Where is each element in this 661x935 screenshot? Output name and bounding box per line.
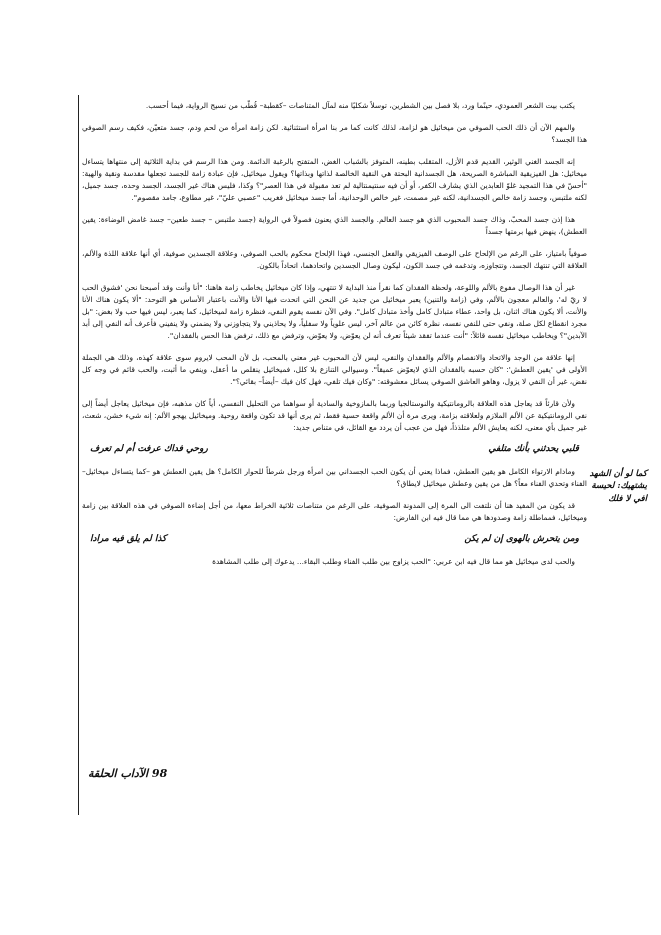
article-column: [82, 100, 587, 578]
paragraph-9: ومادام الارتواء الكامل هو يقين العطش، فماذا يعني أن يكون الحب الجسداني بين امرأة ورجل شرطاً للحوار الكامل؟ هل يقين العطش هو –كما يتساءل ميخائيل– الفناء وتحدي الفناء معاً؟ هل من يقين وعطش ميخائيل لايطاق؟: [82, 466, 587, 488]
paragraph-5: صوفياً بامتياز، على الرغم من الإلحاح على الوصف الفيزيقي والفعل الجنسي، فهذا الإلحاح محكوم بالحب الصوفي، وعلاقة الجسدين صوفية، أي أنها علاقة اللذة والألم، العلاقة التي تنتهك الجسد، وتتجاوزه، وتدغمه في جسد الكون، ليكون وصال الجسدين واتحادهما، اتحاداً بالكون.: [82, 248, 587, 270]
paragraph-7: إنها علاقة من الوجد والاتحاد والانفصام والألم والفقدان والنفي، ليس لأن المحبوب غير معني بالمحب، بل لأن المحب لايروم سوى علاقة كهذه، وذلك هي الجملة الأولى في 'يقين العطش': "كان حسبه بالفقدان الذي لايعوّض عميقاً". وسيوالي التنازع بلا كلل، فميخائيل ينقلص ما أعقل، وينفي ما أثبت، والحب قائم في وجه كل نقض، غير أن النفي لا يزول، وهاهو العاشق الصوفي يسائل معشوقته: "وكان فيك تلفي، فهل كان فيك –أيضاً– بقائي؟".: [82, 352, 587, 386]
verse-ibn-farid-1: [90, 444, 579, 454]
verse-hemistich-left: كذا لم يلق فيه مرادا: [90, 533, 167, 544]
verse-hemistich-right: ومن يتحرش بالهوى إن لم يكن: [464, 533, 579, 544]
paragraph-8: ولأن قارئاً قد يعاجل هذه العلاقة بالرومانتيكية والنوستالجيا وربما بالمازوخية والسادية أو سواهما من التحليل النفسي، أياً كان مذهبه، فإن ميخائيل يعاجل أيضاً إلى نفي الرومانتيكية عن الألم الملازم ولعلاقته بزامة، ويرى مرة أن الألم واقعة حسية فقط، ثم يرى أنها قد تكون واقعة روحية. وميخائيل يهجو الألم: إنه شيء خشن، شعث، غير جميل بأي معنى، لكنه يعايش الألم متلذذاً، فهل من عجب أن يردد مع القائل، في متناص جديد:: [82, 398, 587, 432]
paragraph-10: قد يكون من المفيد هنا أن نلتفت الى المرة إلى المدونة الصوفية، على الرغم من متناصات ثلاثية الخراط معها، من أجل إضاءة الصوفي في هذه العلاقة بين زامة وميخائيل، فمماطلة زامة وصدودها هي مما قال فيه ابن الفارض:: [82, 500, 587, 522]
paragraph-2: والمهم الآن أن ذلك الحب الصوفي من ميخائيل هو لزامة، لذلك كانت كما مر بنا امرأة استثنائية. لكن زامة امرأة من لحم ودم، جسد متعيّن، فكيف رسم الصوفي هذا الجسد؟: [82, 122, 587, 144]
paragraph-4: هذا إذن جسد المحبّ، وذاك جسد المحبوب الذي هو جسد العالم. والجسد الذي يعنون فصولاً في الرواية (جسد ملتبس – جسد طعين– جسد غامض الوضاءة: يقين العطش)، ينهض فيها برمتها جسداً: [82, 214, 587, 236]
margin-pull-quote: كما لو أن الشهد يشتهيك: لحيسة افي لا فلك: [589, 469, 647, 504]
page-footer: 98 الآداب الحلقة: [88, 767, 168, 780]
paragraph-11: والحب لدى ميخائيل هو مما قال فيه ابن عربي: "الحب يزاوج بين طلب الفناء وطلب البقاء... يدعوك إلى طلب المشاهدة: [212, 556, 575, 566]
paragraph-6: غير أن هذا الوصال مفوع بالألم واللوعة، ولحظة الفقدان كما نقرأ منذ البداية لا تنتهي، وإذا كان ميخائيل يخاطب زامة هاهنا: "أنا وأنت وقد أصبحنا نحن 'فشوق الحب لا ريّ له'، والعالم معجون بالألم، وفي (زامة والتنين) يعبر ميخائيل من جديد عن النحن التي اتحدت فيها الأنا والأنت باعتبار الأساس هو التوحد: "ألا يكون هناك الأنا والأنت، ألا يكون هناك اثنان، بل واحد، عطاء متبادل كامل وأخذ متبادل كامل". وفي الآن نفسه يقوم النفي، فنظرة زامة لميخائيل، كما يعبر، ليس فيها حب ولا بغض: "بل مجرد انقطاع لكل صلة، ونفي حتى للنفي نفسه، نظرة كائن من عالم آخر، ليس علوياً ولا سفلياً، ولا يحاذيني ولا يتجاوزني ولا يضمني ولا ينفيني فأعرف أنه النفي إلى أبد الآبدين"؟ ويخاطب ميخائيل نفسه قائلاً: "أنت عندما تفقد شيئاً تعرف أنه لن يعوّض، ولا يعوّض، وترفض مع ذلك، ترفض هذا الحس بالفقدان".: [82, 282, 587, 340]
verse-hemistich-right: قلبي يحدثني بأنك متلفي: [488, 443, 579, 454]
column-rule: [78, 95, 79, 815]
paragraph-1: يكتب بيت الشعر العمودي، حينًما ورد، بلا فصل بين الشطرين، توسلاً شكليًا منه لمآل المتناصات –كقطبة– قُطّب من نسيج الرواية، فيما أحسب.: [145, 101, 575, 110]
paragraph-3: إنه الجسد الغني الوثير، القديم قدم الأزل، المتقلب بطينه، المتوفز بالشباب الغض، المتفتح بالرغبة الدائمة. ومن هذا الرسم في بداية الثلاثية إلى منتهاها يتساءل ميخائيل: هل الفيزيقية المباشرة الصريحة، هل الجسدانية البحتة هي النقية الخالصة لذاتها وبذاتها؟ ويقول ميخائيل، فإن عبادة زامة للجسد تجعلها مقدسة ونقية والهية: "أحسّ في هذا التمجيد غلوّ العابدين الذي يشارف الكفر، أو أن فيه سنتيمنتالية لم تعد مقبولة في هذا العصر"؟ وكذا، فليس هناك غير الجسد، الجسد وحده، جسد جميل، لكنه ملتبس، وجسد زامة خالص الجسدانية، لكنه غير مصمت، غير خالص الوحدانية، أما جسد ميخائيل فغريب "عصبي عليّ"، غير مطاوع، جامد مقصوم".: [82, 156, 587, 202]
verse-ibn-farid-2: [90, 534, 579, 544]
verse-hemistich-left: روحي فداك عرفت أم لم تعرف: [90, 443, 208, 454]
